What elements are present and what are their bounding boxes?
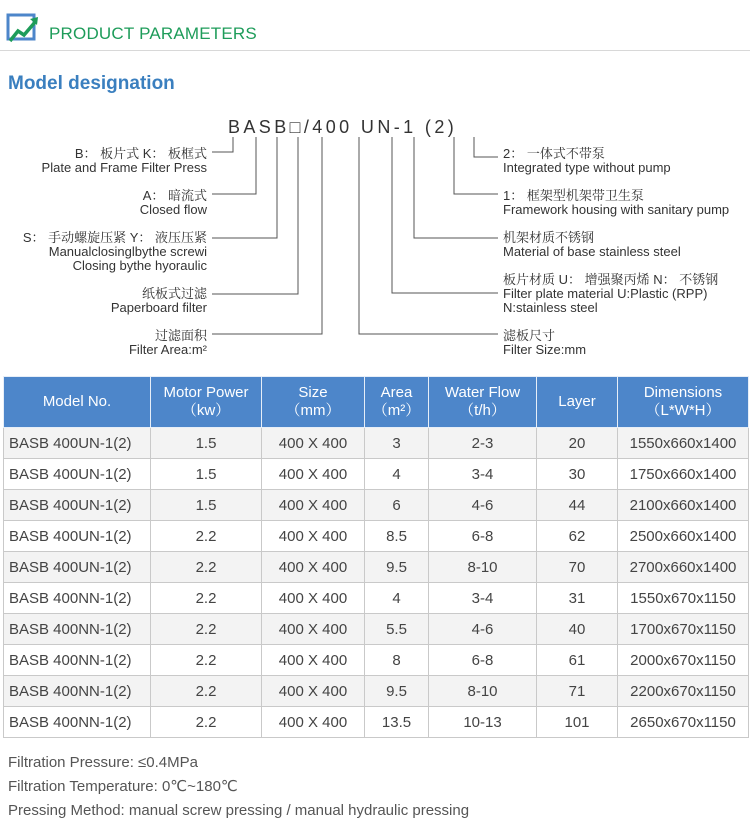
label-filter-size: 滤板尺寸 Filter Size:mm — [503, 328, 587, 357]
table-cell: 61 — [537, 645, 618, 676]
table-cell: 2.2 — [151, 552, 262, 583]
table-cell: 1.5 — [151, 459, 262, 490]
table-cell: 1700x670x1150 — [618, 614, 749, 645]
table-row — [4, 552, 749, 583]
table-row — [4, 707, 749, 738]
label-a-type: A： 暗流式 Closed flow — [139, 188, 207, 217]
table-cell: 4 — [365, 583, 429, 614]
table-cell: 2.2 — [151, 645, 262, 676]
label-plate-material: 板片材质 U： 增强聚丙烯 N： 不锈钢 Filter plate material U:Plastic (RPP) N:stainless steel — [503, 272, 719, 315]
table-cell: 2-3 — [429, 428, 537, 459]
table-cell: BASB 400NN-1(2) — [4, 645, 151, 676]
table-cell: 8-10 — [429, 676, 537, 707]
table-cell: 400 X 400 — [262, 676, 365, 707]
table-cell: 4-6 — [429, 490, 537, 521]
note-pressure: Filtration Pressure: ≤0.4MPa — [8, 754, 198, 771]
table-cell: 71 — [537, 676, 618, 707]
table-cell: 62 — [537, 521, 618, 552]
table-cell: 1750x660x1400 — [618, 459, 749, 490]
connector-a — [212, 137, 256, 194]
table-cell: 2000x670x1150 — [618, 645, 749, 676]
section-title-model-designation: Model designation — [8, 73, 175, 94]
table-cell: 4 — [365, 459, 429, 490]
table-row — [4, 645, 749, 676]
column-header: Water Flow （t/h） — [429, 377, 537, 428]
table-cell: 8 — [365, 645, 429, 676]
connector-b — [212, 137, 233, 152]
table-cell: 2.2 — [151, 676, 262, 707]
table-cell: 20 — [537, 428, 618, 459]
table-cell: 400 X 400 — [262, 614, 365, 645]
table-cell: 400 X 400 — [262, 490, 365, 521]
table-cell: 3-4 — [429, 459, 537, 490]
table-cell: BASB 400UN-1(2) — [4, 459, 151, 490]
table-cell: 70 — [537, 552, 618, 583]
spec-notes — [8, 751, 469, 823]
table-cell: 6 — [365, 490, 429, 521]
table-cell: BASB 400NN-1(2) — [4, 614, 151, 645]
table-cell: 400 X 400 — [262, 707, 365, 738]
table-row — [4, 459, 749, 490]
column-header: Size （mm） — [262, 377, 365, 428]
column-header: Motor Power （kw） — [151, 377, 262, 428]
label-paperboard: 纸板式过滤 Paperboard filter — [110, 286, 207, 315]
table-cell: 9.5 — [365, 676, 429, 707]
connector-size — [359, 137, 498, 334]
table-cell: 10-13 — [429, 707, 537, 738]
table-cell: 3-4 — [429, 583, 537, 614]
table-cell: BASB 400NN-1(2) — [4, 676, 151, 707]
table-cell: 101 — [537, 707, 618, 738]
table-cell: 1.5 — [151, 490, 262, 521]
table-row — [4, 490, 749, 521]
label-framework: 1： 框架型机架带卫生泵 Framework housing with sanitary pump — [503, 188, 730, 217]
table-cell: BASB 400UN-1(2) — [4, 552, 151, 583]
column-header: Area （m²） — [365, 377, 429, 428]
connector-1 — [454, 137, 498, 194]
table-cell: 1550x670x1150 — [618, 583, 749, 614]
table-cell: 2200x670x1150 — [618, 676, 749, 707]
table-cell: 2.2 — [151, 583, 262, 614]
table-cell: 8.5 — [365, 521, 429, 552]
label-s-type: S： 手动螺旋压紧 Y： 液压压紧 Manualclosinglbythe screwi Closing bythe hyoraulic — [22, 230, 207, 273]
model-code: BASB□/400 UN-1 (2) — [228, 117, 458, 137]
table-cell: 44 — [537, 490, 618, 521]
table-row — [4, 614, 749, 645]
table-cell: BASB 400UN-1(2) — [4, 428, 151, 459]
table-row — [4, 521, 749, 552]
label-b-type: B： 板片式 K： 板框式 Plate and Frame Filter Press — [41, 146, 207, 175]
table-cell: 8-10 — [429, 552, 537, 583]
column-header: Dimensions （L*W*H） — [618, 377, 749, 428]
table-cell: 1.5 — [151, 428, 262, 459]
table-row — [4, 428, 749, 459]
table-cell: BASB 400NN-1(2) — [4, 707, 151, 738]
table-cell: 2.2 — [151, 614, 262, 645]
table-cell: 400 X 400 — [262, 428, 365, 459]
table-cell: BASB 400UN-1(2) — [4, 490, 151, 521]
table-cell: BASB 400NN-1(2) — [4, 583, 151, 614]
spec-table — [3, 376, 749, 738]
table-cell: 400 X 400 — [262, 459, 365, 490]
table-cell: 3 — [365, 428, 429, 459]
table-cell: 30 — [537, 459, 618, 490]
connector-b2 — [212, 137, 298, 294]
table-cell: 9.5 — [365, 552, 429, 583]
note-temperature: Filtration Temperature: 0℃~180℃ — [8, 778, 238, 795]
table-cell: 2100x660x1400 — [618, 490, 749, 521]
page-title: PRODUCT PARAMETERS — [49, 24, 257, 43]
table-row — [4, 676, 749, 707]
table-cell: 2700x660x1400 — [618, 552, 749, 583]
connector-2 — [474, 137, 498, 157]
table-cell: 2.2 — [151, 521, 262, 552]
label-base-material: 机架材质不锈钢 Material of base stainless steel — [503, 230, 681, 259]
table-cell: 13.5 — [365, 707, 429, 738]
column-header: Layer — [537, 377, 618, 428]
label-integrated: 2： 一体式不带泵 Integrated type without pump — [503, 146, 671, 175]
table-cell: 400 X 400 — [262, 645, 365, 676]
connector-area — [212, 137, 322, 334]
connector-plate — [392, 137, 498, 293]
table-cell: 40 — [537, 614, 618, 645]
table-cell: 400 X 400 — [262, 583, 365, 614]
table-cell: 1550x660x1400 — [618, 428, 749, 459]
column-header: Model No. — [4, 377, 151, 428]
table-row — [4, 583, 749, 614]
table-cell: 2650x670x1150 — [618, 707, 749, 738]
note-pressing-method: Pressing Method: manual screw pressing / manual hydraulic pressing — [8, 802, 470, 819]
table-cell: 5.5 — [365, 614, 429, 645]
table-cell: 6-8 — [429, 645, 537, 676]
table-cell: BASB 400UN-1(2) — [4, 521, 151, 552]
label-filter-area: 过滤面积 Filter Area:m² — [128, 328, 207, 357]
table-cell: 400 X 400 — [262, 552, 365, 583]
table-cell: 31 — [537, 583, 618, 614]
table-cell: 6-8 — [429, 521, 537, 552]
connector-base — [414, 137, 498, 238]
table-cell: 2500x660x1400 — [618, 521, 749, 552]
table-header-row — [4, 377, 749, 428]
table-cell: 4-6 — [429, 614, 537, 645]
table-cell: 400 X 400 — [262, 521, 365, 552]
table-cell: 2.2 — [151, 707, 262, 738]
